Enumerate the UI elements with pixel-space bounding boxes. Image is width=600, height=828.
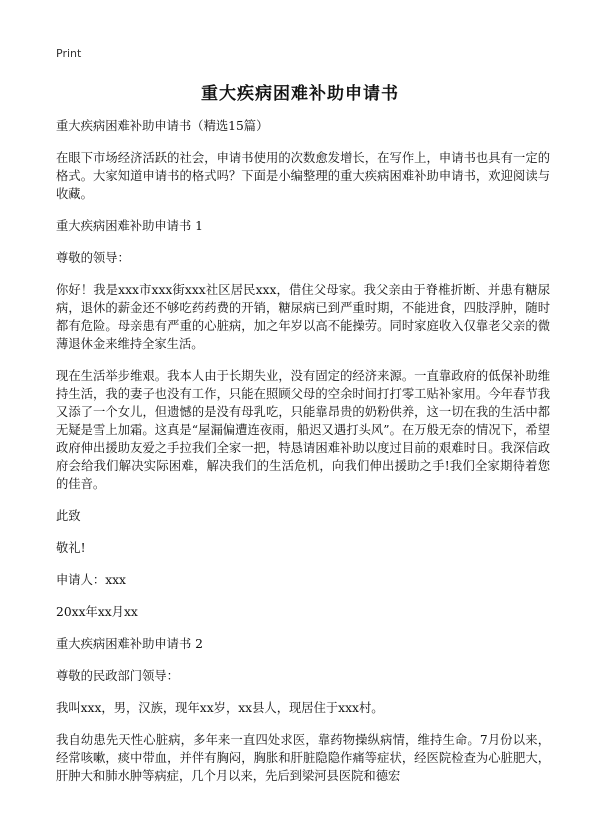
body-paragraph: 现在生活举步维艰。我本人由于长期失业，没有固定的经济来源。一直靠政府的低保补助维持生活，我的妻子也没有工作，只能在照顾父母的空余时间打打零工贴补家用。今年春节我又添了一个女儿，但遗憾的是没有母乳吃，只能靠昂贵的奶粉供养，这一切在我的生活中都无疑是雪上加霜。这真是“屋漏偏遭连夜雨，船迟又遇打头风”。在万般无奈的情况下，希望政府伸出援助友爱之手拉我们全家一把，特恳请困难补助以度过目前的艰难时日。我深信政府会给我们解决实际困难，解决我们的生活危机，向我们伸出援助之手!我们全家期待着您的佳音。 xyxy=(56,369,550,491)
subtitle-paragraph: 重大疾病困难补助申请书（精选15篇） xyxy=(56,119,269,133)
section-heading-2: 重大疾病困难补助申请书 2 xyxy=(56,637,203,651)
closing-line: 此致 xyxy=(56,509,81,523)
body-paragraph: 你好！我是xxx市xxx街xxx社区居民xxx，借住父母家。我父亲由于脊椎折断、并患有糖尿病，退休的薪金还不够吃药药费的开销，糖尿病已到严重时期，不能进食，四肢浮肿，随时都有危险。母亲患有严重的心脏病，加之年岁以高不能操劳。同时家庭收入仅靠老父亲的微薄退休金来维持全家生活。 xyxy=(56,283,550,351)
section-heading-1: 重大疾病困难补助申请书 1 xyxy=(56,219,203,233)
page-title: 重大疾病困难补助申请书 xyxy=(201,84,399,104)
salutation-1: 尊敬的领导： xyxy=(56,251,130,265)
applicant-line: 申请人：xxx xyxy=(56,573,126,587)
date-line: 20xx年xx月xx xyxy=(56,605,138,619)
body-paragraph: 我自幼患先天性心脏病，多年来一直四处求医，靠药物操纵病情，维持生命。7月份以来，经常咳嗽，痰中带血，并伴有胸闷，胸胀和肝脏隐隐作痛等症状，经医院检查为心脏肥大，肝肿大和肺水肿等病症，几个月以来，先后到梁河县医院和德宏 xyxy=(56,733,550,783)
closing-regards: 敬礼! xyxy=(56,541,86,555)
intro-paragraph: 在眼下市场经济活跃的社会，申请书使用的次数愈发增长，在写作上，申请书也具有一定的格式。大家知道申请书的格式吗？下面是小编整理的重大疾病困难补助申请书，欢迎阅读与收藏。 xyxy=(56,151,550,201)
salutation-2: 尊敬的民政部门领导： xyxy=(56,669,179,683)
print-link[interactable]: Print xyxy=(56,47,82,60)
body-paragraph: 我叫xxx，男，汉族，现年xx岁，xx县人，现居住于xxx村。 xyxy=(56,701,384,715)
document-body xyxy=(56,117,550,799)
